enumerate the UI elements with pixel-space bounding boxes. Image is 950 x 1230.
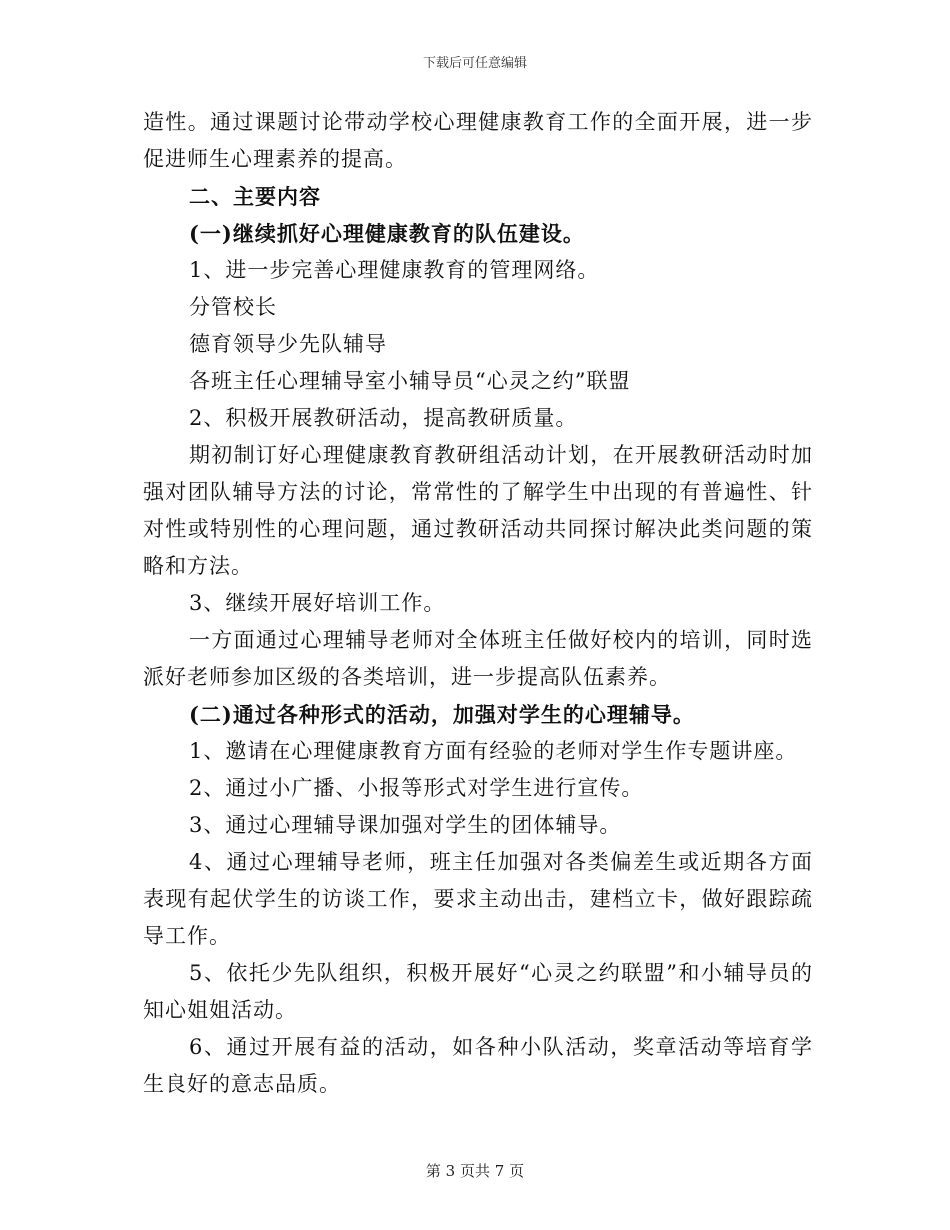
list-item-multiline: 4、通过心理辅导老师，班主任加强对各类偏差生或近期各方面表现有起伏学生的访谈工作，要求主动出击，建档立卡，做好跟踪疏导工作。 (143, 850, 813, 948)
list-item: 1、进一步完善心理健康教育的管理网络。 (189, 258, 600, 282)
page-number: 第 3 页共 7 页 (425, 1162, 525, 1180)
list-item: 2、通过小广播、小报等形式对学生进行宣传。 (189, 776, 644, 800)
list-item-multiline: 6、通过开展有益的活动，如各种小队活动，奖章活动等培育学生良好的意志品质。 (143, 1035, 813, 1096)
paragraph-research: 期初制订好心理健康教育教研组活动计划，在开展教研活动时加强对团队辅导方法的讨论，常常性的了解学生中出现的有普遍性、针对性或特别性的心理问题，通过教研活动共同探讨解决此类问题的策略和方法。 (143, 443, 813, 578)
document-body (143, 104, 813, 1103)
list-item: 2、积极开展教研活动，提高教研质量。 (189, 406, 578, 430)
org-line-3: 各班主任心理辅导室小辅导员“心灵之约”联盟 (189, 369, 631, 393)
paragraph-continuation: 造性。通过课题讨论带动学校心理健康教育工作的全面开展，进一步促进师生心理素养的提高。 (143, 110, 813, 171)
header-note: 下载后可任意编辑 (422, 56, 527, 71)
paragraph-training: 一方面通过心理辅导老师对全体班主任做好校内的培训，同时选派好老师参加区级的各类培训，进一步提高队伍素养。 (143, 628, 813, 689)
org-line-2: 德育领导少先队辅导 (189, 332, 387, 356)
list-item: 3、通过心理辅导课加强对学生的团体辅导。 (189, 813, 622, 837)
section-heading: 二、主要内容 (189, 184, 321, 209)
org-line-1: 分管校长 (189, 295, 277, 319)
list-item: 3、继续开展好培训工作。 (189, 591, 446, 615)
subsection-heading-2: (二)通过各种形式的活动，加强对学生的心理辅导。 (189, 702, 695, 727)
list-item-multiline: 5、依托少先队组织，积极开展好“心灵之约联盟”和小辅导员的知心姐姐活动。 (143, 961, 813, 1022)
subsection-heading-1: (一)继续抓好心理健康教育的队伍建设。 (189, 221, 585, 246)
list-item: 1、邀请在心理健康教育方面有经验的老师对学生作专题讲座。 (189, 739, 798, 763)
